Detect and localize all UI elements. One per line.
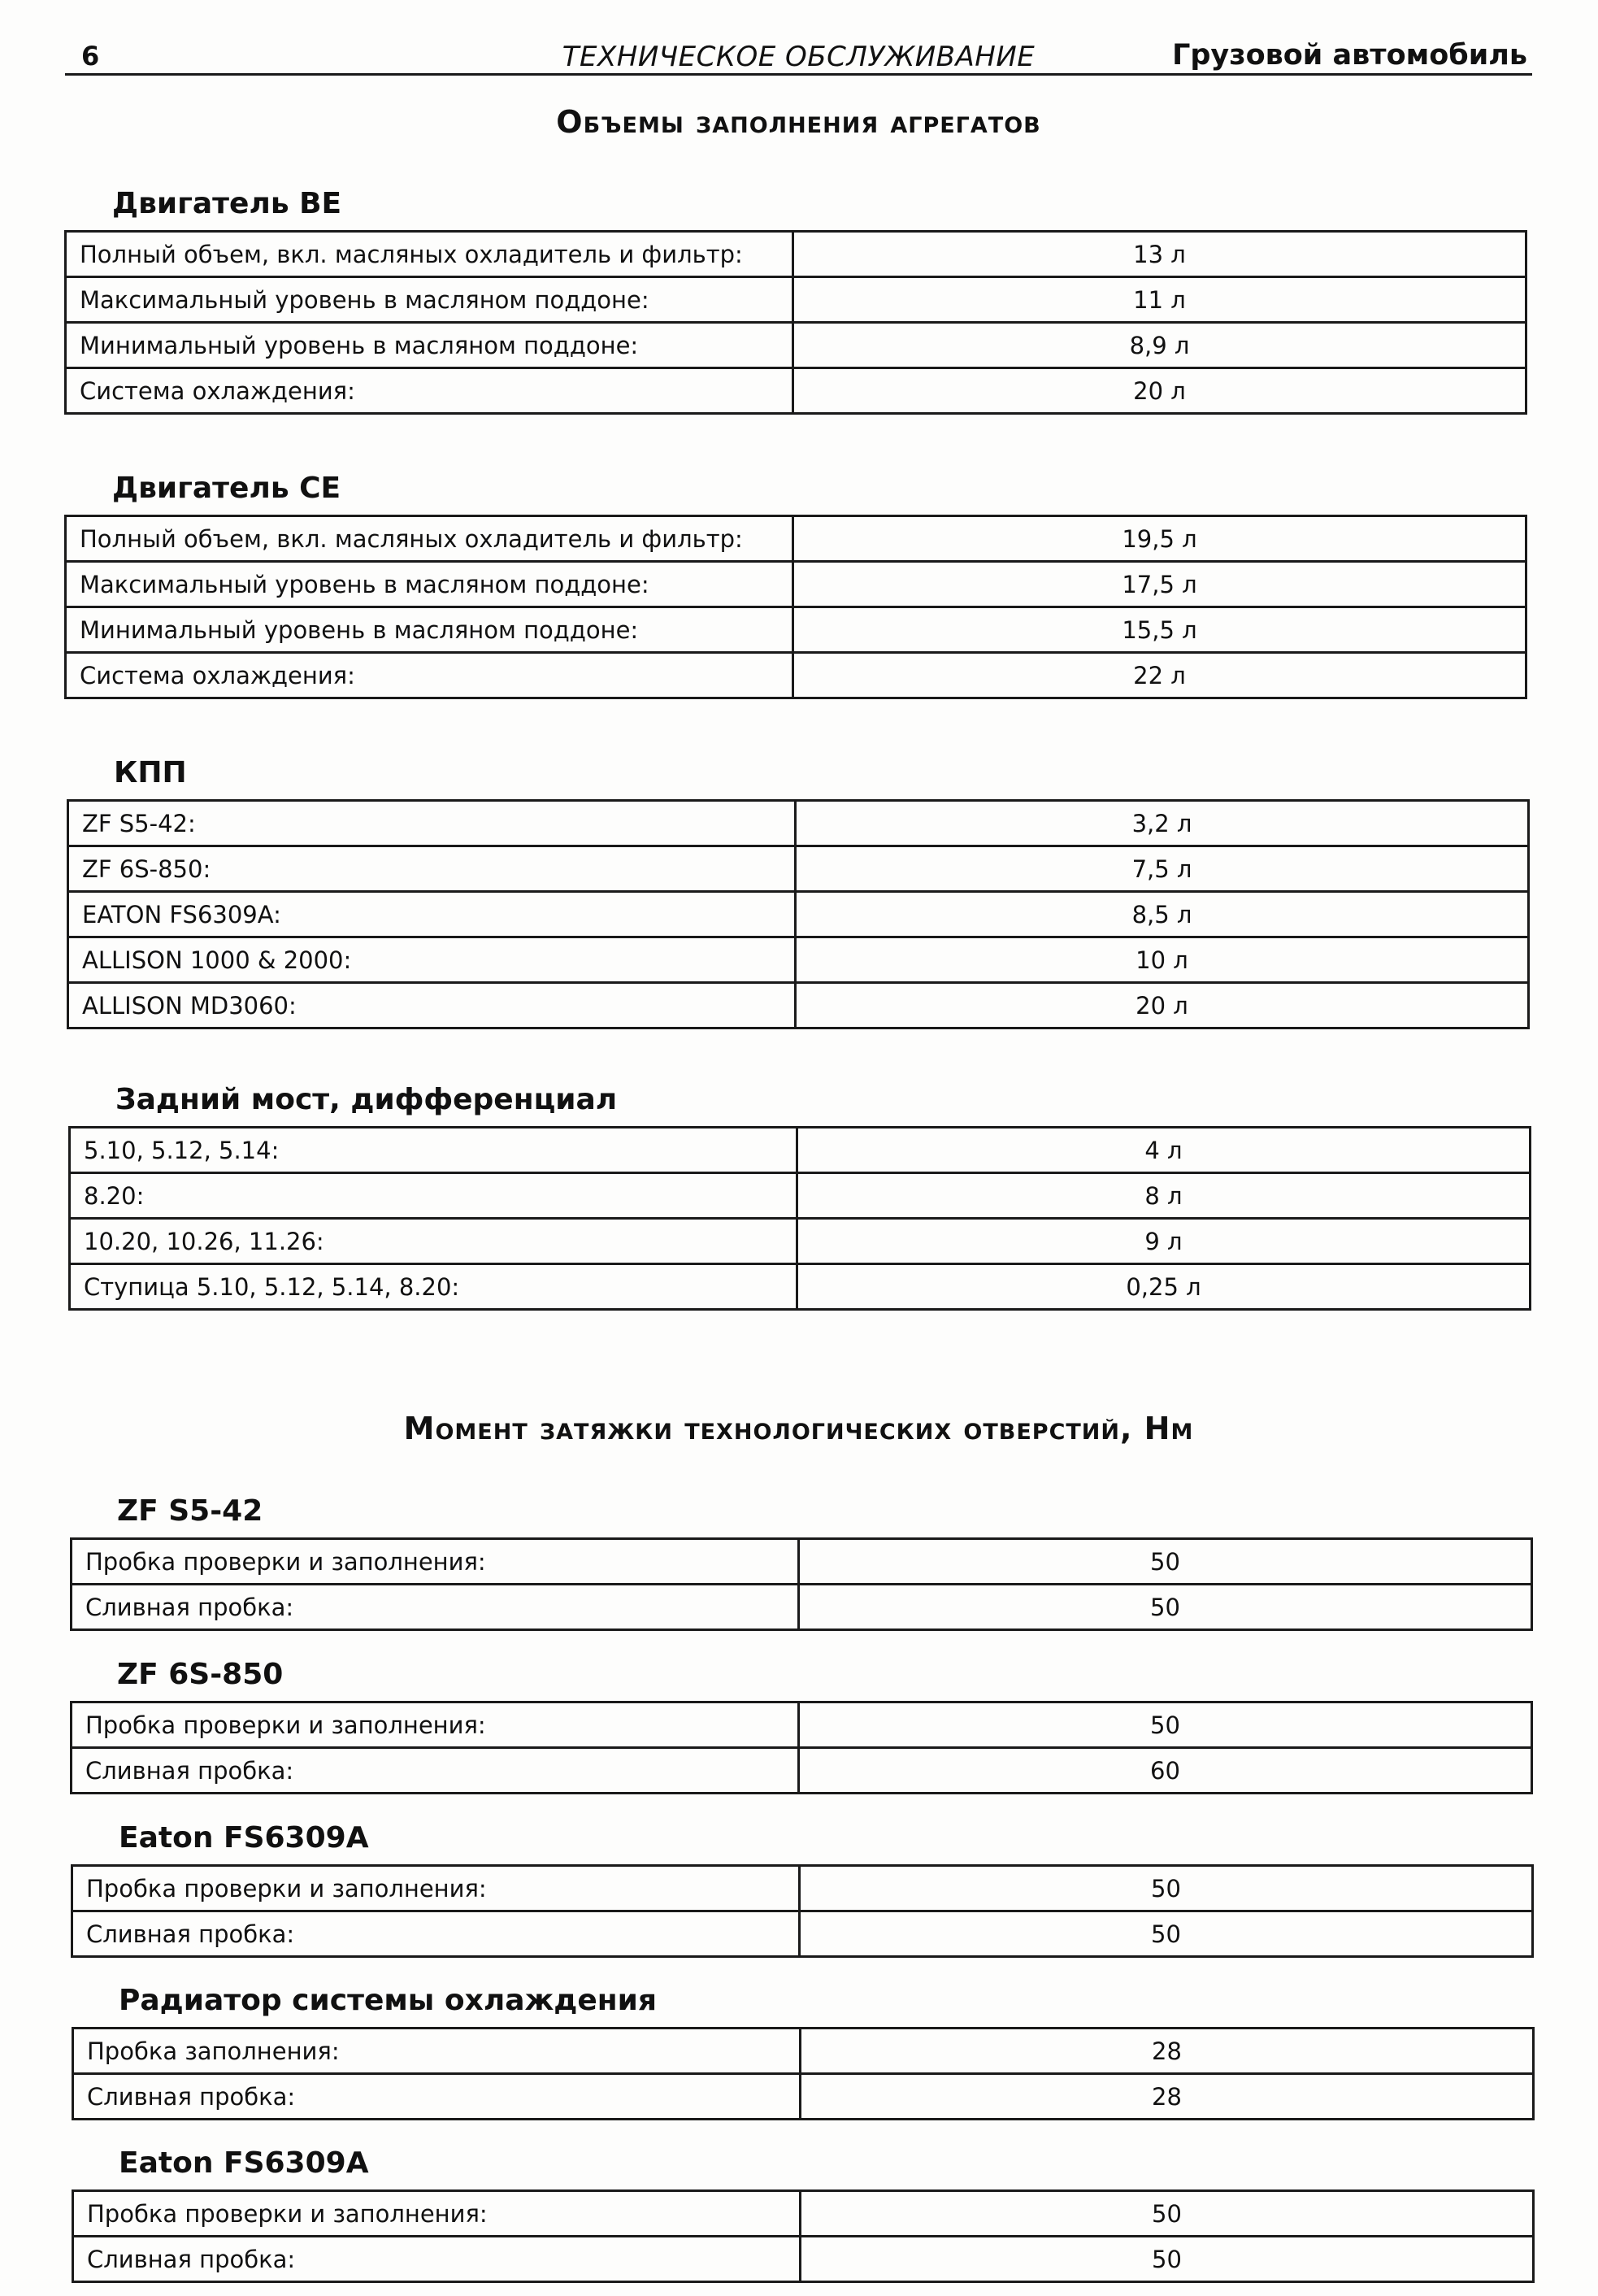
table-row — [72, 1585, 1532, 1630]
table-torque-eaton-fs6309a — [71, 1864, 1534, 1958]
table-engine-ce — [64, 515, 1527, 699]
group-title-engine-be: Двигатель BE — [112, 187, 342, 220]
row-label: Ступица 5.10, 5.12, 5.14, 8.20: — [70, 1264, 797, 1310]
group-title-gearbox: КПП — [114, 756, 187, 789]
row-value: 50 — [799, 1539, 1532, 1585]
row-label: Минимальный уровень в масляном поддоне: — [66, 323, 793, 368]
torque-section-title: Момент затяжки технологических отверстий, Нм — [403, 1411, 1194, 1446]
row-value: 50 — [801, 2237, 1534, 2282]
table-torque-zf-s5-42 — [70, 1537, 1533, 1631]
row-label: 5.10, 5.12, 5.14: — [70, 1128, 797, 1173]
row-label: Сливная пробка: — [72, 1748, 799, 1794]
table-row — [72, 1702, 1532, 1748]
group-title-engine-ce: Двигатель CE — [112, 472, 341, 505]
table-row — [72, 1866, 1533, 1911]
table-row — [68, 983, 1529, 1028]
row-value: 8 л — [797, 1173, 1531, 1219]
row-label: EATON FS6309A: — [68, 892, 796, 937]
table-row — [66, 607, 1526, 653]
row-label: Сливная пробка: — [73, 2074, 801, 2120]
table-row — [68, 801, 1529, 846]
row-label: ZF 6S-850: — [68, 846, 796, 892]
table-row — [73, 2074, 1534, 2120]
row-label: Полный объем, вкл. масляных охладитель и фильтр: — [66, 516, 793, 562]
group-title-zf-s5-42: ZF S5-42 — [117, 1494, 263, 1528]
row-label: Минимальный уровень в масляном поддоне: — [66, 607, 793, 653]
table-torque-zf-6s-850 — [70, 1701, 1533, 1794]
row-value: 50 — [800, 1911, 1533, 1957]
row-value: 28 — [801, 2029, 1534, 2074]
table-row — [68, 937, 1529, 983]
row-value: 50 — [800, 1866, 1533, 1911]
row-value: 4 л — [797, 1128, 1531, 1173]
row-value: 22 л — [793, 653, 1526, 698]
table-torque-radiator — [72, 2027, 1535, 2120]
row-label: Пробка проверки и заполнения: — [72, 1539, 799, 1585]
row-value: 7,5 л — [796, 846, 1529, 892]
row-value: 8,5 л — [796, 892, 1529, 937]
table-row — [66, 653, 1526, 698]
row-label: Максимальный уровень в масляном поддоне: — [66, 562, 793, 607]
row-label: Максимальный уровень в масляном поддоне: — [66, 277, 793, 323]
group-title-eaton-fs6309a-2: Eaton FS6309A — [119, 2146, 369, 2180]
table-row — [70, 1264, 1531, 1310]
row-value: 28 — [801, 2074, 1534, 2120]
row-value: 50 — [799, 1585, 1532, 1630]
row-label: Сливная пробка: — [73, 2237, 801, 2282]
row-label: 8.20: — [70, 1173, 797, 1219]
row-label: Система охлаждения: — [66, 653, 793, 698]
table-row — [68, 892, 1529, 937]
row-value: 10 л — [796, 937, 1529, 983]
table-row — [73, 2191, 1534, 2237]
row-value: 13 л — [793, 232, 1526, 277]
group-title-eaton-fs6309a: Eaton FS6309A — [119, 1821, 369, 1855]
table-row — [73, 2237, 1534, 2282]
row-value: 20 л — [796, 983, 1529, 1028]
table-row — [66, 277, 1526, 323]
row-label: ALLISON MD3060: — [68, 983, 796, 1028]
table-row — [68, 846, 1529, 892]
table-row — [72, 1748, 1532, 1794]
group-title-radiator: Радиатор системы охлаждения — [119, 1984, 658, 2017]
page-number: 6 — [81, 41, 100, 72]
row-label: Пробка проверки и заполнения: — [72, 1702, 799, 1748]
table-rear-axle — [68, 1126, 1531, 1311]
row-value: 50 — [801, 2191, 1534, 2237]
row-value: 60 — [799, 1748, 1532, 1794]
row-value: 19,5 л — [793, 516, 1526, 562]
table-row — [66, 368, 1526, 414]
row-label: Система охлаждения: — [66, 368, 793, 414]
page-header — [65, 33, 1532, 76]
row-label: ZF S5-42: — [68, 801, 796, 846]
table-row — [66, 516, 1526, 562]
row-value: 15,5 л — [793, 607, 1526, 653]
table-row — [70, 1173, 1531, 1219]
table-row — [73, 2029, 1534, 2074]
table-row — [66, 232, 1526, 277]
row-label: Полный объем, вкл. масляных охладитель и фильтр: — [66, 232, 793, 277]
row-label: Сливная пробка: — [72, 1585, 799, 1630]
table-torque-eaton-fs6309a-2 — [72, 2189, 1535, 2283]
row-value: 8,9 л — [793, 323, 1526, 368]
group-title-rear-axle: Задний мост, дифференциал — [115, 1083, 618, 1116]
row-value: 0,25 л — [797, 1264, 1531, 1310]
group-title-zf-6s-850: ZF 6S-850 — [117, 1658, 284, 1691]
row-value: 17,5 л — [793, 562, 1526, 607]
table-row — [66, 562, 1526, 607]
table-row — [72, 1911, 1533, 1957]
row-value: 50 — [799, 1702, 1532, 1748]
row-label: Пробка проверки и заполнения: — [73, 2191, 801, 2237]
row-value: 11 л — [793, 277, 1526, 323]
table-row — [72, 1539, 1532, 1585]
row-label: Сливная пробка: — [72, 1911, 800, 1957]
running-title: ТЕХНИЧЕСКОЕ ОБСЛУЖИВАНИЕ — [562, 41, 1036, 73]
row-label: Пробка заполнения: — [73, 2029, 801, 2074]
row-value: 3,2 л — [796, 801, 1529, 846]
table-row — [70, 1128, 1531, 1173]
table-row — [66, 323, 1526, 368]
table-row — [70, 1219, 1531, 1264]
book-title: Грузовой автомобиль — [1172, 39, 1527, 72]
row-label: Пробка проверки и заполнения: — [72, 1866, 800, 1911]
row-label: ALLISON 1000 & 2000: — [68, 937, 796, 983]
table-gearbox — [67, 799, 1530, 1029]
table-engine-be — [64, 230, 1527, 415]
row-value: 9 л — [797, 1219, 1531, 1264]
row-value: 20 л — [793, 368, 1526, 414]
row-label: 10.20, 10.26, 11.26: — [70, 1219, 797, 1264]
capacities-section-title: Объемы заполнения агрегатов — [556, 104, 1041, 140]
